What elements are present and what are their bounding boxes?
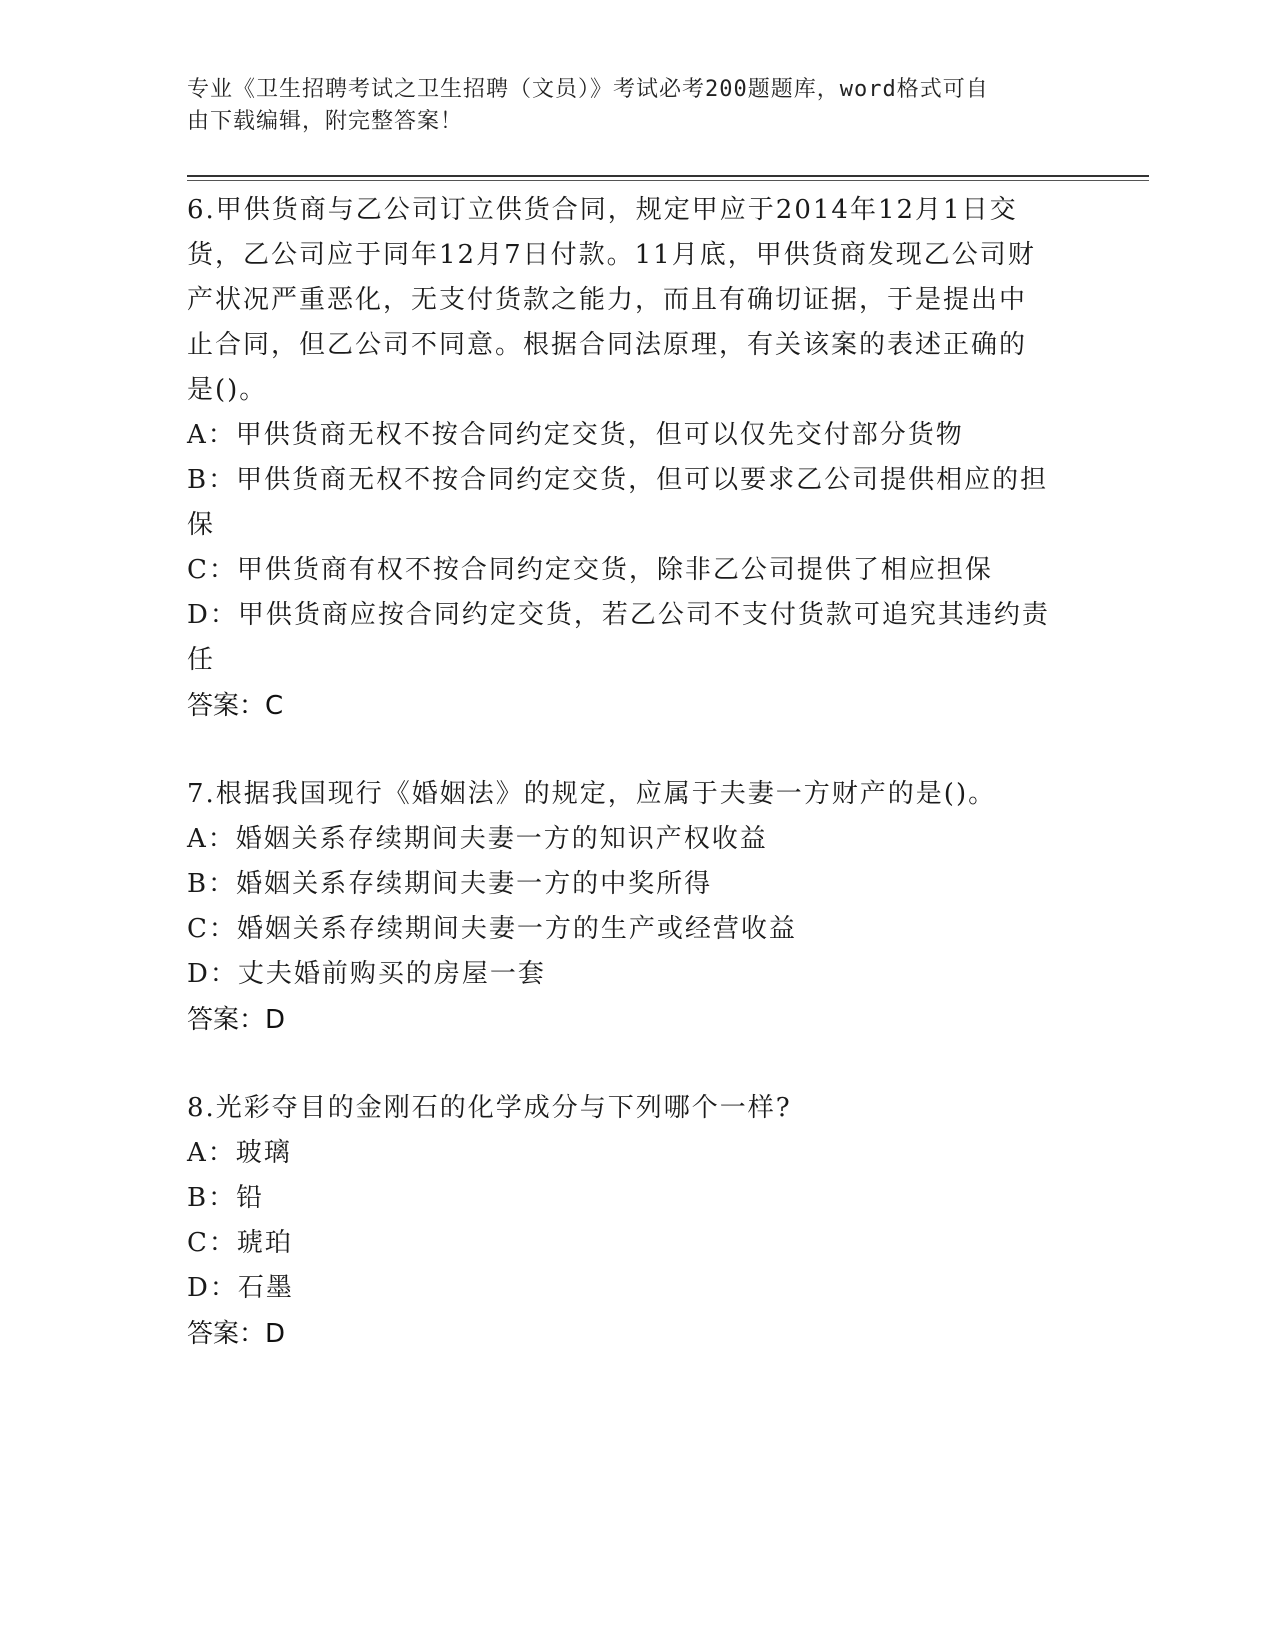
question-stem-line: 8.光彩夺目的金刚石的化学成分与下列哪个一样? xyxy=(187,1093,792,1123)
option-b: B：婚姻关系存续期间夫妻一方的中奖所得 xyxy=(187,869,713,899)
question-stem-line: 是()。 xyxy=(187,375,268,405)
answer-label: 答案：D xyxy=(187,1005,286,1035)
option-c: C：甲供货商有权不按合同约定交货，除非乙公司提供了相应担保 xyxy=(187,555,993,585)
option-b: B：铅 xyxy=(187,1183,265,1213)
question-7 xyxy=(187,772,1082,1043)
option-c: C：琥珀 xyxy=(187,1228,293,1258)
answer-label: 答案：C xyxy=(187,691,284,721)
answer-label: 答案：D xyxy=(187,1319,286,1349)
question-stem-line: 产状况严重恶化，无支付货款之能力，而且有确切证据，于是提出中 xyxy=(187,285,1028,315)
option-c: C：婚姻关系存续期间夫妻一方的生产或经营收益 xyxy=(187,914,797,944)
question-stem-line: 止合同，但乙公司不同意。根据合同法原理，有关该案的表述正确的 xyxy=(187,330,1028,360)
question-list xyxy=(187,188,1082,1400)
option-a: A：甲供货商无权不按合同约定交货，但可以仅先交付部分货物 xyxy=(187,420,964,450)
question-stem-line: 6.甲供货商与乙公司订立供货合同，规定甲应于2014年12月1日交 xyxy=(187,195,1018,225)
question-6 xyxy=(187,188,1082,729)
header-divider-thick xyxy=(187,175,1149,177)
question-stem-line: 货，乙公司应于同年12月7日付款。11月底，甲供货商发现乙公司财 xyxy=(187,240,1036,270)
document-header xyxy=(187,74,1067,138)
option-b: B：甲供货商无权不按合同约定交货，但可以要求乙公司提供相应的担 xyxy=(187,465,1049,495)
option-a: A：婚姻关系存续期间夫妻一方的知识产权收益 xyxy=(187,824,768,854)
header-line-2: 由下载编辑，附完整答案！ xyxy=(187,109,464,134)
option-a: A：玻璃 xyxy=(187,1138,292,1168)
option-b-continued: 保 xyxy=(187,510,216,540)
option-d: D：甲供货商应按合同约定交货，若乙公司不支付货款可追究其违约责 xyxy=(187,600,1050,630)
question-stem-line: 7.根据我国现行《婚姻法》的规定，应属于夫妻一方财产的是()。 xyxy=(187,779,997,809)
option-d: D：石墨 xyxy=(187,1273,294,1303)
option-d-continued: 任 xyxy=(187,645,216,675)
option-d: D：丈夫婚前购买的房屋一套 xyxy=(187,959,546,989)
question-8 xyxy=(187,1086,1082,1357)
header-line-1: 专业《卫生招聘考试之卫生招聘（文员）》考试必考200题题库，word格式可自 xyxy=(187,77,989,102)
header-divider-thin xyxy=(187,180,1149,181)
